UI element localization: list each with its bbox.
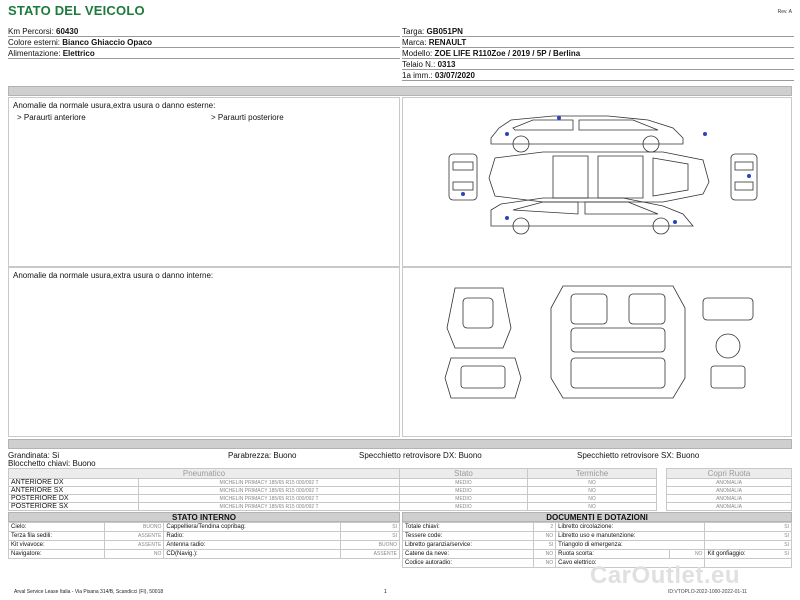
table-row — [667, 487, 792, 495]
field-value: SI — [340, 532, 399, 541]
damage-item: > Paraurti posteriore — [211, 113, 284, 122]
documents-section-title: DOCUMENTI E DOTAZIONI — [402, 512, 792, 522]
field-label: Cavo elettrico: — [556, 559, 705, 568]
field-value: NO — [533, 550, 556, 559]
car-side-view-top — [491, 116, 707, 152]
interior-table — [8, 522, 400, 559]
tyre-state: MEDIO — [400, 487, 528, 495]
vehicle-info-right — [402, 26, 794, 81]
brand-label: Marca: — [402, 38, 427, 47]
model-row — [402, 48, 794, 59]
model-value: ZOE LIFE R110Zoe / 2019 / 5P / Berlina — [434, 49, 581, 58]
brand-row — [402, 37, 794, 48]
table-row — [9, 541, 400, 550]
table-row — [9, 523, 400, 532]
field-label: Navigatore: — [9, 550, 105, 559]
dashboard-view — [703, 298, 753, 388]
car-exterior-diagram — [403, 98, 791, 266]
tyre-position: ANTERIORE SX — [9, 487, 139, 495]
field-value: ASSENTE — [105, 541, 164, 550]
seat-rear-view — [445, 358, 521, 398]
field-value: SI — [705, 532, 792, 541]
fuel-value: Elettrico — [62, 49, 95, 58]
windshield-status: Parabrezza: Buono — [228, 451, 297, 460]
table-row — [403, 550, 792, 559]
field-value: SI — [705, 541, 792, 550]
table-row — [667, 503, 792, 511]
field-value: 2 — [533, 523, 556, 532]
inflation-kit-value: SI — [784, 551, 789, 557]
table-row — [667, 495, 792, 503]
field-label: Radio: — [164, 532, 340, 541]
hubcap-state: ANOMALIA — [667, 479, 792, 487]
field-label: Totale chiavi: — [403, 523, 534, 532]
field-label: CD(Navig.): — [164, 550, 340, 559]
key-lock-status: Blocchetto chiavi: Buono — [8, 459, 96, 468]
field-label: Libretto uso e manutenzione: — [556, 532, 705, 541]
field-label: Kit vivavoce: — [9, 541, 105, 550]
table-row — [9, 479, 657, 487]
brand-value: RENAULT — [428, 38, 467, 47]
tyre-state: MEDIO — [400, 503, 528, 511]
cabin-top-view — [551, 286, 685, 398]
field-value: BUONO — [340, 541, 399, 550]
tyre-winter: NO — [528, 479, 657, 487]
field-label: Tessere code: — [403, 532, 534, 541]
km-row — [8, 26, 400, 37]
field-label — [705, 550, 792, 559]
field-label: Antenna radio: — [164, 541, 340, 550]
revision-label: Rev. A — [777, 9, 792, 15]
table-row — [9, 495, 657, 503]
field-label: Ruota scorta: — [556, 550, 670, 559]
field-value: NO — [533, 532, 556, 541]
field-label: Libretto garanzia/service: — [403, 541, 534, 550]
plate-value: GB051PN — [426, 27, 463, 36]
mirror-right-status: Specchietto retrovisore DX: Buono — [359, 451, 482, 460]
seat-front-view — [447, 288, 511, 348]
exterior-diagram-panel — [402, 97, 792, 267]
car-top-view — [489, 152, 709, 202]
inflation-kit-label: Kit gonfiaggio: — [707, 551, 746, 557]
table-row — [403, 523, 792, 532]
hubcap-state: ANOMALIA — [667, 495, 792, 503]
tyre-model: MICHELIN PRIMACY 185/65 R15 000/092 T — [139, 495, 400, 503]
mirror-left-status: Specchietto retrovisore SX: Buono — [577, 451, 700, 460]
table-row — [9, 532, 400, 541]
tyre-winter: NO — [528, 503, 657, 511]
field-value: NO — [670, 550, 705, 559]
table-row — [403, 541, 792, 550]
plate-label: Targa: — [402, 27, 425, 36]
page-number: 1 — [384, 589, 387, 595]
color-value: Bianco Ghiaccio Opaco — [62, 38, 153, 47]
exterior-damage-title: Anomalie da normale usura,extra usura o danno esterne: — [13, 101, 216, 110]
table-row — [9, 550, 400, 559]
car-interior-diagram — [403, 268, 791, 436]
field-label: Codice autoradio: — [403, 559, 534, 568]
registration-value: 03/07/2020 — [434, 71, 475, 80]
winter-column-header: Termiche — [528, 469, 657, 479]
field-label: Catene da neve: — [403, 550, 534, 559]
interior-diagram-panel — [402, 267, 792, 437]
field-value: SI — [340, 523, 399, 532]
tyre-column-header: Pneumatico — [9, 469, 400, 479]
chassis-value: 0313 — [437, 60, 456, 69]
field-value: NO — [105, 550, 164, 559]
hubcap-state: ANOMALIA — [667, 487, 792, 495]
tyre-state: MEDIO — [400, 479, 528, 487]
status-separator — [8, 439, 792, 449]
field-label: Cielo: — [9, 523, 105, 532]
car-rear-view — [731, 154, 757, 200]
field-label: Terza fila sedili: — [9, 532, 105, 541]
tyre-position: POSTERIORE DX — [9, 495, 139, 503]
field-value: ASSENTE — [105, 532, 164, 541]
tyre-winter: NO — [528, 487, 657, 495]
chassis-label: Telaio N.: — [402, 60, 436, 69]
field-value: SI — [705, 523, 792, 532]
tyre-model: MICHELIN PRIMACY 185/65 R15 000/092 T — [139, 487, 400, 495]
field-value: BUONO — [105, 523, 164, 532]
car-side-view-bottom — [491, 198, 693, 234]
tyre-winter: NO — [528, 495, 657, 503]
field-label: Libretto circolazione: — [556, 523, 705, 532]
field-value: NO — [533, 559, 556, 568]
exterior-damage-panel — [8, 97, 400, 267]
km-value: 60430 — [56, 27, 79, 36]
tyre-model: MICHELIN PRIMACY 185/65 R15 000/092 T — [139, 479, 400, 487]
tyre-model: MICHELIN PRIMACY 185/65 R15 000/092 T — [139, 503, 400, 511]
car-front-view — [449, 154, 477, 200]
field-label: Triangolo di emergenza: — [556, 541, 705, 550]
vehicle-info-left — [8, 26, 400, 59]
fuel-row — [8, 48, 400, 59]
plate-row — [402, 26, 794, 37]
page-title: STATO DEL VEICOLO — [8, 3, 145, 18]
table-header — [9, 469, 657, 479]
table-row — [667, 479, 792, 487]
km-label: Km Percorsi: — [8, 27, 54, 36]
interior-section-title: STATO INTERNO — [8, 512, 400, 522]
section-separator — [8, 86, 792, 96]
document-code: ID:VTOPLO-2022-1000-2022-01-11 — [668, 589, 748, 595]
registration-label: 1a imm.: — [402, 71, 433, 80]
color-label: Colore esterni: — [8, 38, 61, 47]
tyre-state: MEDIO — [400, 495, 528, 503]
interior-damage-panel — [8, 267, 400, 437]
tyre-position: ANTERIORE DX — [9, 479, 139, 487]
field-value: ASSENTE — [340, 550, 399, 559]
interior-damage-title: Anomalie da normale usura,extra usura o danno interne: — [13, 271, 214, 280]
table-row — [9, 487, 657, 495]
model-label: Modello: — [402, 49, 433, 58]
tyre-position: POSTERIORE SX — [9, 503, 139, 511]
registration-row — [402, 70, 794, 81]
table-row — [9, 503, 657, 511]
color-row — [8, 37, 400, 48]
fuel-label: Alimentazione: — [8, 49, 61, 58]
damage-item: > Paraurti anteriore — [17, 113, 86, 122]
hubcap-column-header: Copri Ruota — [667, 469, 792, 479]
chassis-row — [402, 59, 794, 70]
table-header — [667, 469, 792, 479]
hubcap-table — [666, 468, 792, 511]
footer-address: Arval Service Lease Italia - Via Pisana 314/B, Scandicci (FI), 50018 — [14, 589, 164, 595]
watermark: CarOutlet.eu — [590, 562, 741, 589]
hubcap-state: ANOMALIA — [667, 503, 792, 511]
state-column-header: Stato — [400, 469, 528, 479]
field-label: Cappelliera/Tendina copribag: — [164, 523, 340, 532]
field-value: SI — [533, 541, 556, 550]
hail-status: Grandinata: Si — [8, 451, 60, 460]
tyres-table — [8, 468, 657, 511]
table-row — [403, 532, 792, 541]
